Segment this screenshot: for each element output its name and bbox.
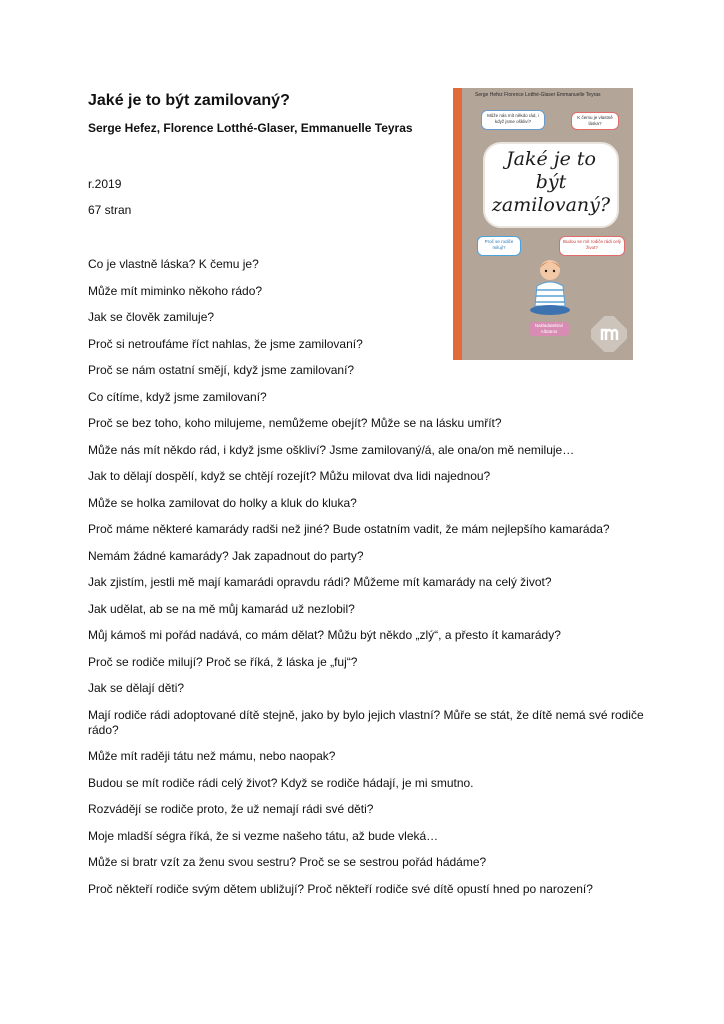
- list-item: Jak se člověk zamiluje?: [88, 310, 215, 324]
- cover-bubble-mid-left: Proč se rodiče milují?: [477, 236, 521, 256]
- list-item: Proč se bez toho, koho milujeme, nemůžeme obejít? Může se na lásku umřít?: [88, 416, 502, 430]
- cover-authors: Serge Hefez Florence Lotthé-Glaser Emmanuelle Teyras: [475, 92, 601, 98]
- list-item: Proč si netroufáme říct nahlas, že jsme zamilovaní?: [88, 336, 363, 351]
- list-item: Budou se mít rodiče rádi celý život? Když se rodiče hádají, je mi smutno.: [88, 775, 474, 790]
- cover-title-line: zamilovaný?: [491, 194, 611, 216]
- list-item: Proč se rodiče milují? Proč se říká, ž láska je „fuj“?: [88, 654, 358, 669]
- list-item: Proč se nám ostatní smějí, když jsme zamilovaní?: [88, 363, 355, 377]
- watermark-logo-icon: [591, 316, 627, 352]
- cover-bubble-top-left: Může nás mít někdo rád, i když jsme oškliví?: [481, 110, 545, 130]
- list-item: Jak se dělají děti?: [88, 681, 185, 695]
- list-item: Proč někteří rodiče svým dětem ubližují? Proč někteří rodiče své dítě opustí hned po narození?: [88, 881, 593, 896]
- list-item: Jak udělat, ab se na mě můj kamarád už nezlobil?: [88, 601, 355, 616]
- list-item: Co cítíme, když jsme zamilovaní?: [88, 389, 267, 404]
- book-title: Jaké je to být zamilovaný?: [88, 92, 290, 109]
- list-item: Můj kámoš mi pořád nadává, co mám dělat? Můžu být někdo „zlý“, a přesto ít kamarády?: [88, 628, 561, 642]
- publication-year: r.2019: [88, 177, 122, 191]
- cover-title-line: Jaké je to: [506, 148, 596, 170]
- book-cover-image: [453, 88, 633, 360]
- list-item: Může nás mít někdo rád, i když jsme oškliví? Jsme zamilovaný/á, ale ona/on mě nemiluje…: [88, 442, 575, 457]
- page-count: 67 stran: [88, 203, 132, 217]
- publisher-label: Nakladatelství Albatros: [529, 322, 569, 336]
- list-item: Jak zjistím, jestli mě mají kamarádi opravdu rádi? Můžeme mít kamarády na celý život?: [88, 575, 552, 589]
- child-illustration-icon: [525, 256, 575, 316]
- list-item: Co je vlastně láska? K čemu je?: [88, 257, 259, 271]
- list-item: Moje mladší ségra říká, že si vezme našeho tátu, až bude vleká…: [88, 828, 439, 843]
- cover-title-line: být: [535, 171, 567, 193]
- cover-spine: [453, 88, 462, 360]
- cover-title: [485, 148, 617, 217]
- list-item: Rozvádějí se rodiče proto, že už nemají rádi své děti?: [88, 802, 374, 816]
- list-item: Proč máme některé kamarády radši než jiné? Bude ostatním vadit, že mám nejlepšího kamaráda?: [88, 522, 610, 536]
- list-item: Nemám žádné kamarády? Jak zapadnout do party?: [88, 548, 364, 563]
- cover-bubble-mid-right: Budou se mít rodiče rádi celý život?: [559, 236, 625, 256]
- cover-bubble-top-right: K čemu je vlastně láska?: [571, 112, 619, 130]
- list-item: Jak to dělají dospělí, když se chtějí rozejít? Můžu milovat dva lidi najednou?: [88, 469, 491, 483]
- list-item: Může mít raději tátu než mámu, nebo naopak?: [88, 749, 336, 763]
- list-item: Mají rodiče rádi adoptované dítě stejně, jako by bylo jejich vlastní? Můře se stát, že dítě nemá své rodiče rádo?: [88, 707, 644, 737]
- list-item: Může si bratr vzít za ženu svou sestru? Proč se se sestrou pořád hádáme?: [88, 855, 487, 869]
- list-item: Může se holka zamilovat do holky a kluk do kluka?: [88, 495, 357, 510]
- list-item: Může mít miminko někoho rádo?: [88, 283, 263, 298]
- book-authors: Serge Hefez, Florence Lotthé-Glaser, Emmanuelle Teyras: [88, 121, 413, 135]
